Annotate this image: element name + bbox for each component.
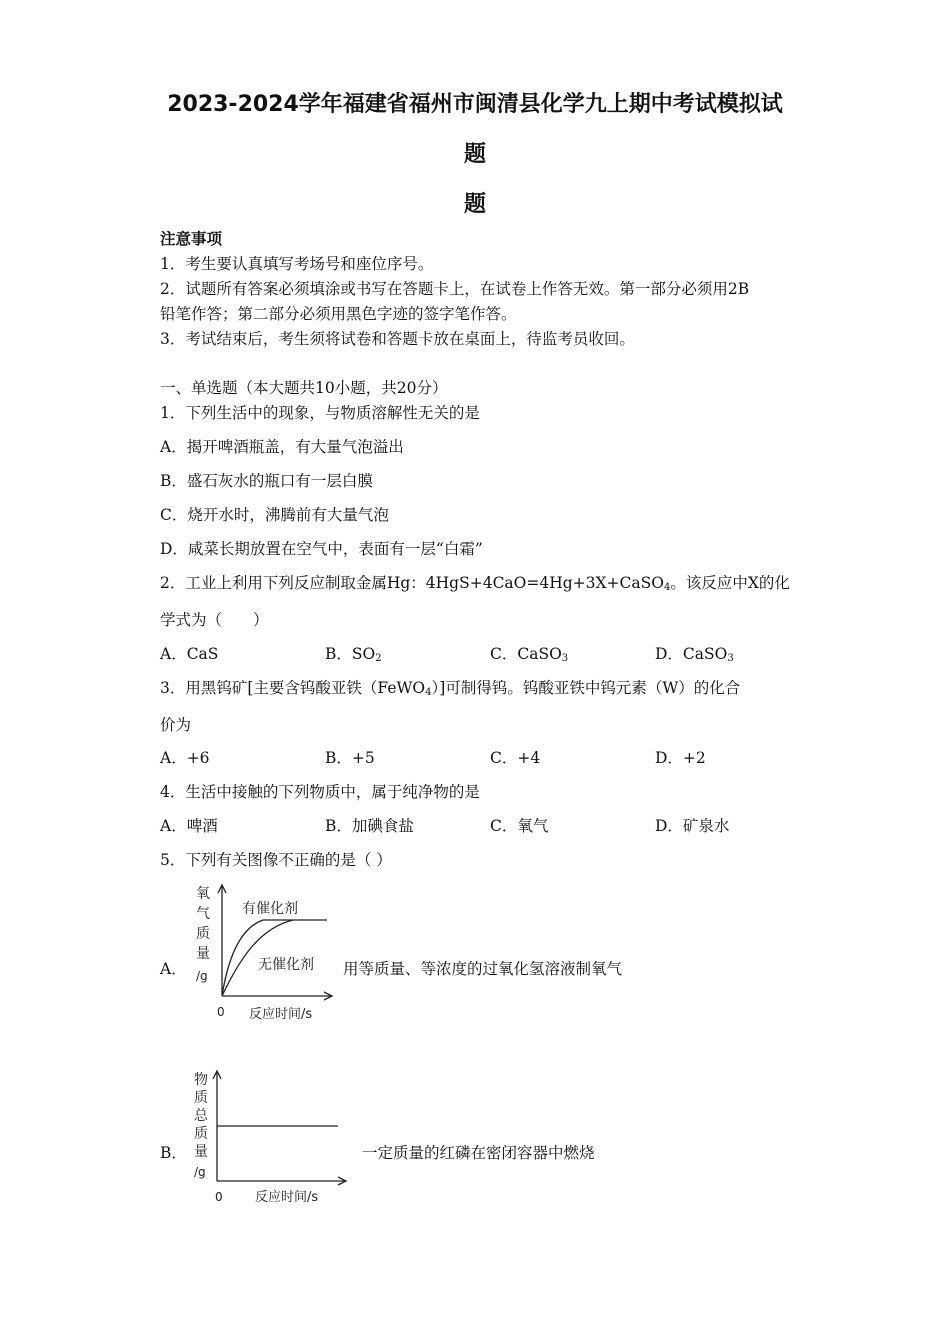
q5-graph-b bbox=[185, 1066, 355, 1211]
q3-stem-sub: 4 bbox=[425, 687, 432, 698]
q1-option-a: A．揭开啤酒瓶盖，有大量气泡溢出 bbox=[160, 438, 404, 456]
q3-option-a: A．+6 bbox=[160, 749, 210, 767]
q4-stem: 4．生活中接触的下列物质中，属于纯净物的是 bbox=[160, 783, 480, 801]
q3-option-d: D．+2 bbox=[655, 749, 706, 767]
q2-stem-a: 2．工业上利用下列反应制取金属Hg：4HgS+4CaO=4Hg+3X+CaSO bbox=[160, 574, 664, 592]
notice-item-2a: 2．试题所有答案必须填涂或书写在答题卡上，在试卷上作答无效。第一部分必须用2B bbox=[160, 280, 750, 298]
q2-option-d-sub: 3 bbox=[727, 653, 734, 664]
q5-option-a-label: A． bbox=[160, 960, 187, 978]
paper-title-line1: 2023-2024学年福建省福州市闽清县化学九上期中考试模拟试 bbox=[167, 92, 783, 117]
q5-option-b-label: B． bbox=[160, 1144, 187, 1162]
q1-option-b: B．盛石灰水的瓶口有一层白膜 bbox=[160, 472, 373, 490]
q2-option-c-main: C．CaSO bbox=[490, 645, 562, 663]
graph-a-curve1-label: 有催化剂 bbox=[242, 901, 298, 917]
q5-option-b-desc: 一定质量的红磷在密闭容器中燃烧 bbox=[362, 1144, 595, 1162]
graph-b-ylabel-4: 量 bbox=[194, 1144, 208, 1160]
paper-title-line2: 题 bbox=[463, 142, 486, 167]
q3-stem-line2: 价为 bbox=[160, 716, 192, 734]
q3-stem-b: ）]可制得钨。钨酸亚铁中钨元素（W）的化合 bbox=[431, 679, 741, 697]
q3-option-b: B．+5 bbox=[325, 749, 375, 767]
q2-stem-line2: 学式为（ ） bbox=[160, 611, 269, 629]
graph-b-ylabel-1: 质 bbox=[194, 1090, 208, 1106]
graph-a-xlabel: 反应时间/s bbox=[249, 1007, 313, 1022]
q5-option-a-desc: 用等质量、等浓度的过氧化氢溶液制氧气 bbox=[343, 960, 623, 978]
q2-option-a: A．CaS bbox=[160, 645, 219, 663]
q2-option-b bbox=[325, 642, 382, 664]
q2-stem bbox=[160, 571, 790, 593]
graph-b-ylabel-3: 质 bbox=[194, 1126, 208, 1142]
q5-stem: 5．下列有关图像不正确的是（ ） bbox=[160, 851, 392, 869]
q2-option-d bbox=[655, 642, 734, 664]
section-heading: 一、单选题（本大题共10小题，共20分） bbox=[160, 379, 448, 397]
q4-option-d: D．矿泉水 bbox=[655, 817, 730, 835]
q1-option-c: C．烧开水时，沸腾前有大量气泡 bbox=[160, 506, 389, 524]
q4-option-b: B．加碘食盐 bbox=[325, 817, 414, 835]
graph-b-origin: 0 bbox=[215, 1190, 223, 1204]
graph-a-ylabel-2: 质 bbox=[196, 926, 210, 942]
graph-a-ylabel-3: 量 bbox=[196, 946, 210, 962]
graph-b-ylabel-2: 总 bbox=[194, 1108, 208, 1124]
graph-a-ylabel-0: 氧 bbox=[196, 886, 210, 902]
graph-a-ylabel-4: /g bbox=[196, 969, 208, 983]
q5-graph-a bbox=[185, 878, 340, 1026]
q1-option-d: D．咸菜长期放置在空气中，表面有一层“白霜” bbox=[160, 540, 483, 558]
q3-stem-a: 3．用黑钨矿[主要含钨酸亚铁（FeWO bbox=[160, 679, 426, 697]
q3-option-c: C．+4 bbox=[490, 749, 541, 767]
q2-option-b-main: B．SO bbox=[325, 645, 376, 663]
q2-option-b-sub: 2 bbox=[375, 653, 382, 664]
q4-option-a: A．啤酒 bbox=[160, 817, 218, 835]
notice-item-1: 1．考生要认真填写考场号和座位序号。 bbox=[160, 255, 434, 273]
q3-stem bbox=[160, 676, 740, 698]
paper-title-line3: 题 bbox=[463, 192, 486, 217]
q1-stem: 1．下列生活中的现象，与物质溶解性无关的是 bbox=[160, 404, 480, 422]
graph-b-xlabel: 反应时间/s bbox=[255, 1190, 319, 1205]
q2-option-d-main: D．CaSO bbox=[655, 645, 728, 663]
q4-option-c: C．氧气 bbox=[490, 817, 549, 835]
q2-stem-b: 。该反应中X的化 bbox=[670, 574, 790, 592]
graph-a-curve2-label: 无催化剂 bbox=[258, 957, 314, 973]
graph-b-ylabel-0: 物 bbox=[194, 1072, 208, 1088]
notice-heading: 注意事项 bbox=[160, 229, 223, 248]
notice-item-2b: 铅笔作答；第二部分必须用黑色字迹的签字笔作答。 bbox=[160, 305, 517, 323]
q2-option-c bbox=[490, 642, 568, 664]
graph-a-origin: 0 bbox=[217, 1005, 225, 1019]
graph-b-ylabel-5: /g bbox=[194, 1165, 206, 1179]
graph-a-ylabel-1: 气 bbox=[196, 906, 210, 922]
q2-option-c-sub: 3 bbox=[561, 653, 569, 664]
q2-stem-sub: 4 bbox=[663, 582, 671, 593]
notice-item-3: 3．考试结束后，考生须将试卷和答题卡放在桌面上，待监考员收回。 bbox=[160, 330, 635, 348]
